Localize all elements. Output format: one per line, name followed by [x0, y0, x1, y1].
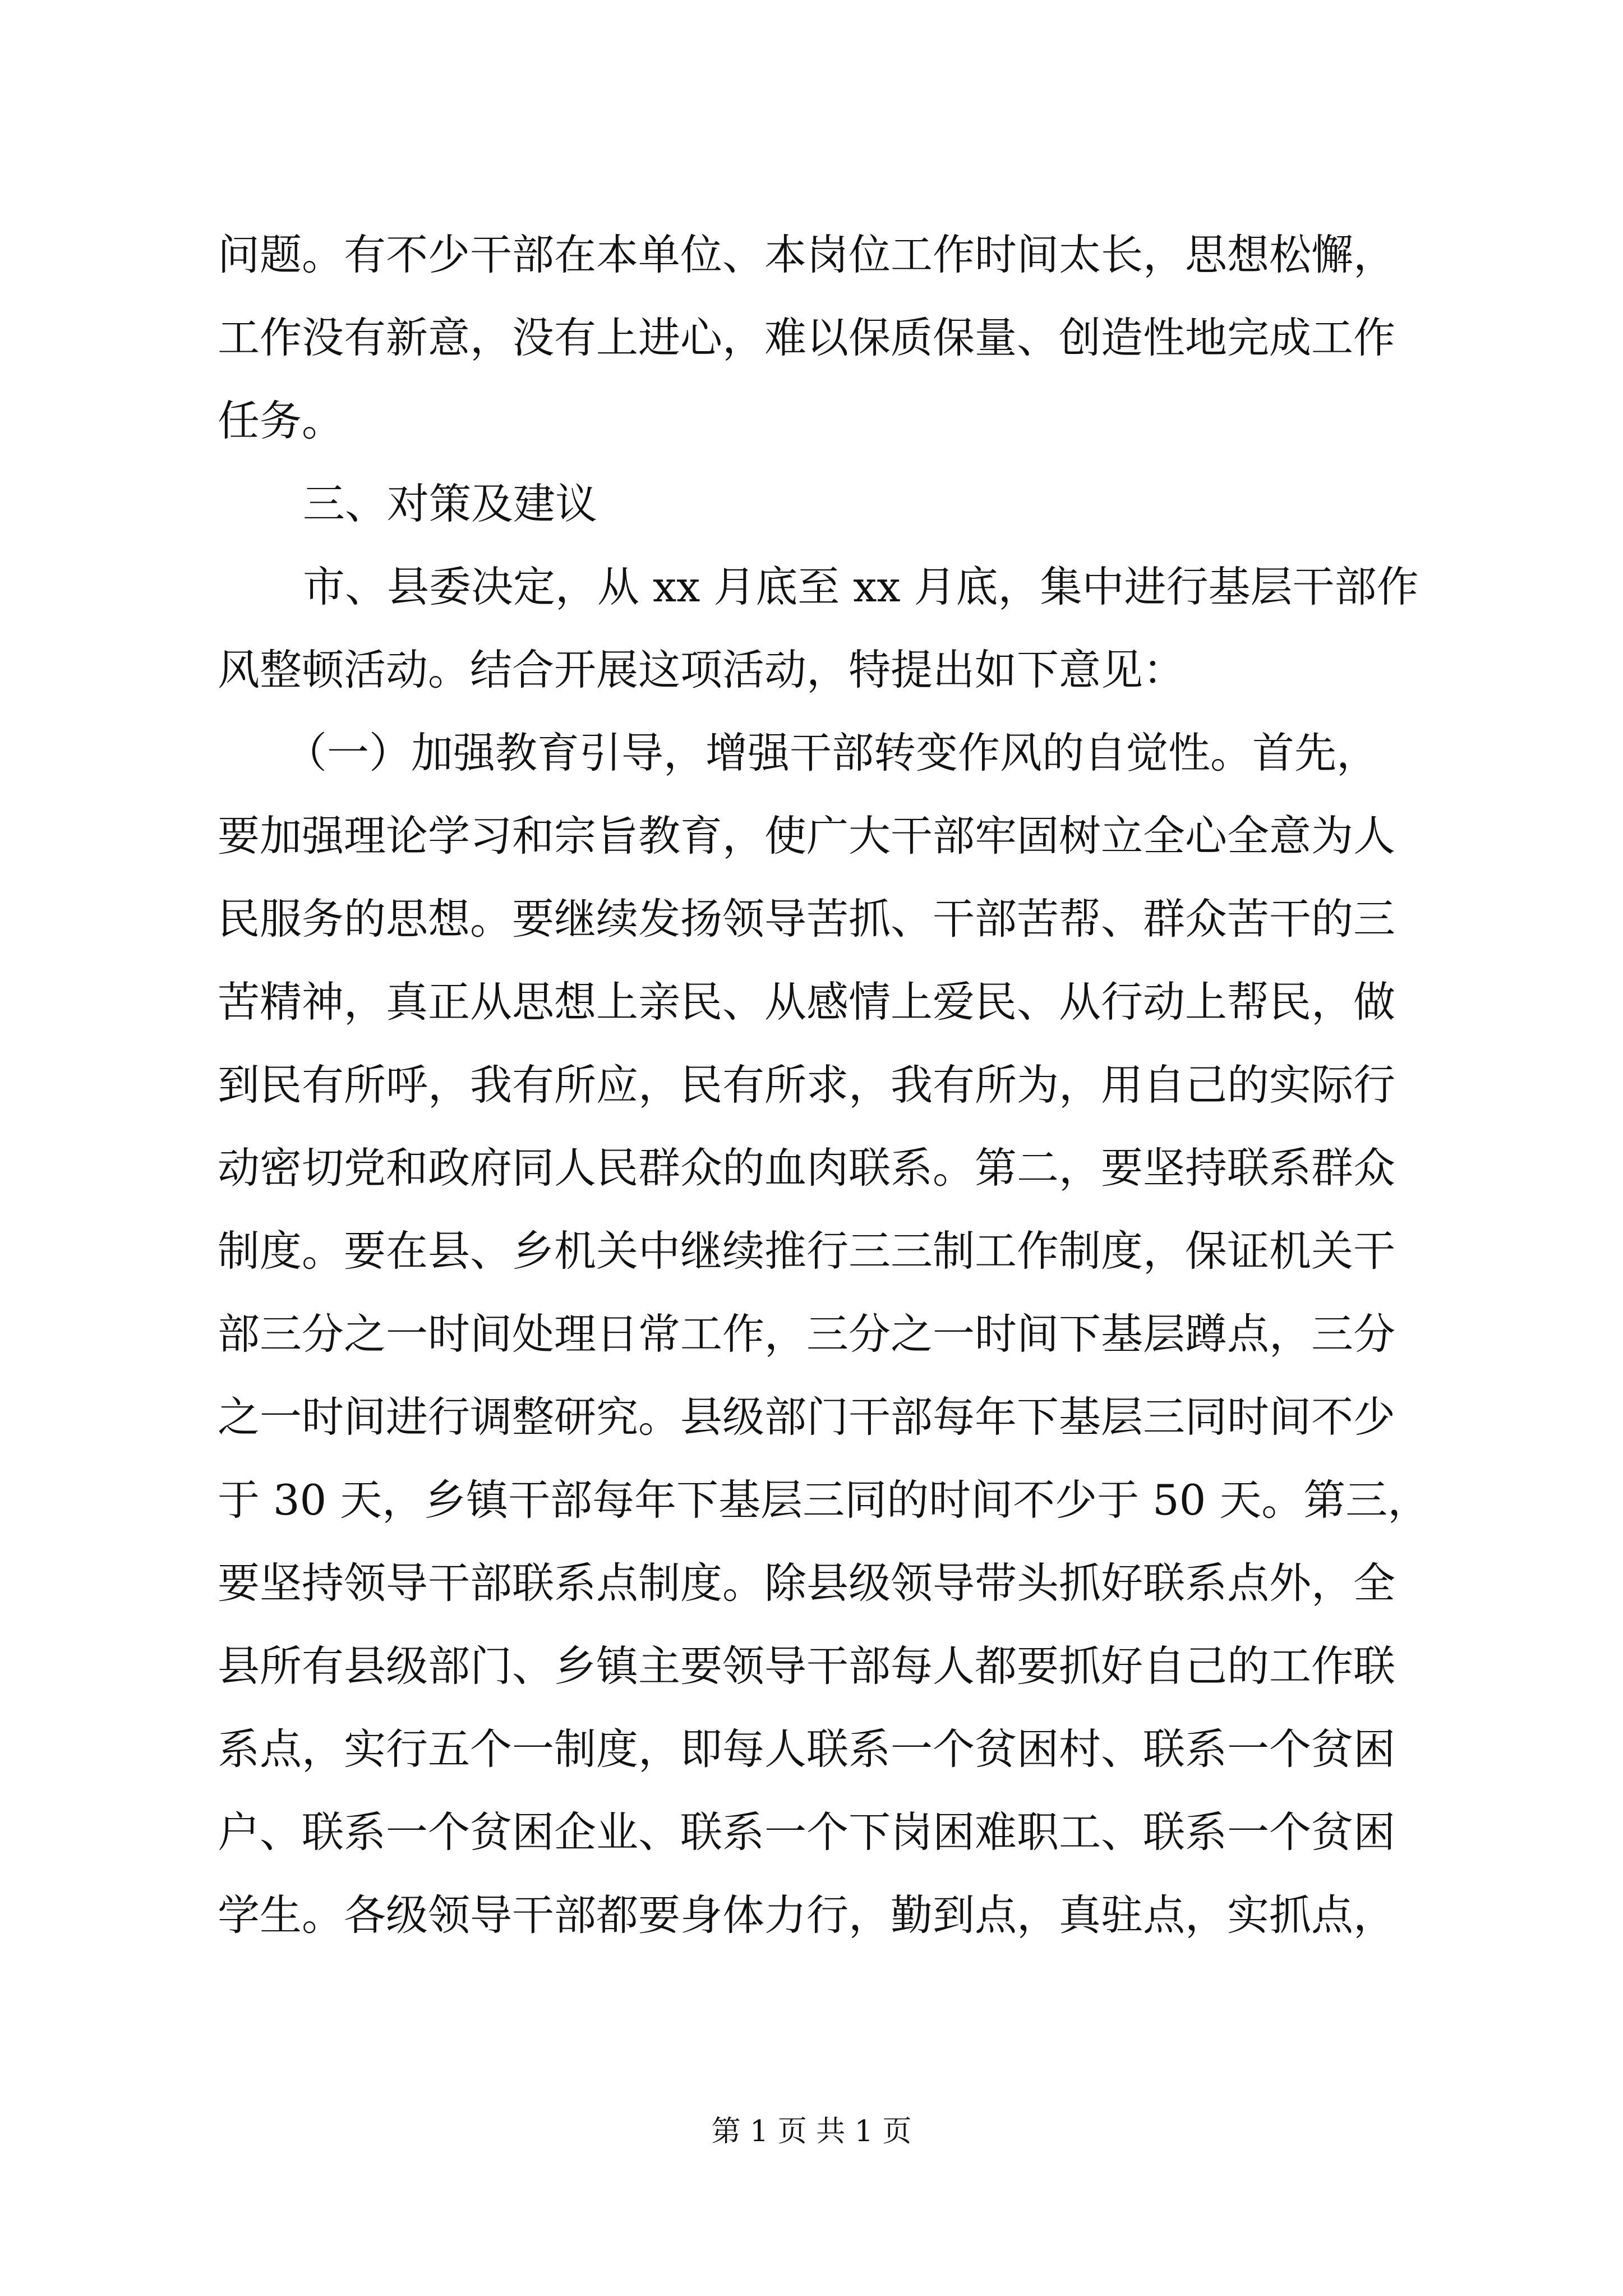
text-line: 动密切党和政府同人民群众的血肉联系。第二，要坚持联系群众	[218, 1143, 1396, 1193]
subsection-heading-line: （一）加强教育引导，增强干部转变作风的自觉性。首先，	[285, 728, 1379, 777]
text-line: 民服务的思想。要继续发扬领导苦抓、干部苦帮、群众苦干的三	[218, 894, 1396, 944]
page-footer	[0, 2109, 1623, 2154]
text-line: 风整顿活动。结合开展这项活动，特提出如下意见：	[218, 645, 1186, 694]
text-line: 学生。各级领导干部都要身体力行，勤到点，真驻点，实抓点，	[218, 1890, 1396, 1940]
text-line: 要加强理论学习和宗旨教育，使广大干部牢固树立全心全意为人	[218, 811, 1396, 861]
text-line: 系点，实行五个一制度，即每人联系一个贫困村、联系一个贫困	[218, 1724, 1396, 1774]
text-line: 市、县委决定，从 xx 月底至 xx 月底，集中进行基层干部作	[303, 562, 1419, 611]
text-line: 制度。要在县、乡机关中继续推行三三制工作制度，保证机关干	[218, 1226, 1396, 1276]
text-line: 之一时间进行调整研究。县级部门干部每年下基层三同时间不少	[218, 1392, 1396, 1442]
text-line: 于 30 天，乡镇干部每年下基层三同的时间不少于 50 天。第三，	[218, 1475, 1430, 1525]
text-line: 县所有县级部门、乡镇主要领导干部每人都要抓好自己的工作联	[218, 1641, 1396, 1691]
text-line: 要坚持领导干部联系点制度。除县级领导带头抓好联系点外，全	[218, 1558, 1396, 1608]
text-line: 任务。	[218, 396, 344, 445]
document-body	[218, 213, 1430, 1957]
text-line: 户、联系一个贫困企业、联系一个下岗困难职工、联系一个贫困	[218, 1807, 1396, 1857]
text-line: 问题。有不少干部在本单位、本岗位工作时间太长，思想松懈，	[218, 230, 1396, 279]
text-line: 到民有所呼，我有所应，民有所求，我有所为，用自己的实际行	[218, 1060, 1396, 1110]
page-number-label: 第 1 页 共 1 页	[711, 2115, 912, 2148]
section-heading: 三、对策及建议	[303, 479, 598, 528]
text-line: 部三分之一时间处理日常工作，三分之一时间下基层蹲点，三分	[218, 1309, 1396, 1359]
text-line: 工作没有新意，没有上进心，难以保质保量、创造性地完成工作	[218, 313, 1396, 362]
text-line: 苦精神，真正从思想上亲民、从感情上爱民、从行动上帮民，做	[218, 977, 1396, 1027]
